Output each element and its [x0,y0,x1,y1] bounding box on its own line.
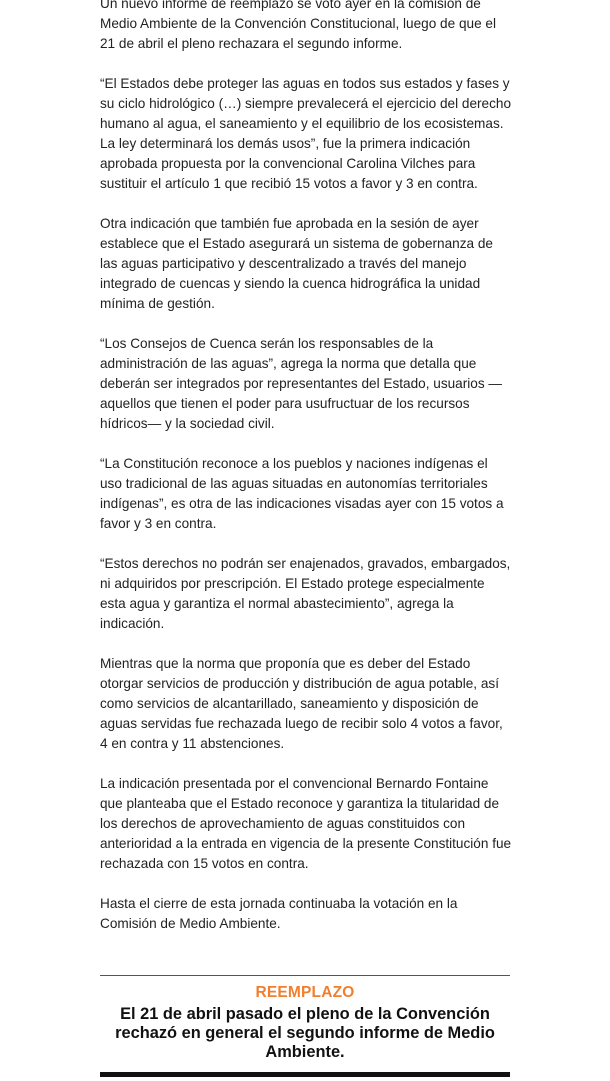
related-kicker: REEMPLAZO [255,984,355,1001]
article-paragraph: Hasta el cierre de esta jornada continuaba la votación en la Comisión de Medio Ambiente. [100,896,458,931]
article-paragraph: “La Constitución reconoce a los pueblos y naciones indígenas el uso tradicional de las aguas situadas en autonomías territoriales indígenas”, es otra de las indicaciones visadas ayer con 15 votos a favor y 3 en contra. [100,456,504,531]
article-paragraph: “El Estados debe proteger las aguas en todos sus estados y fases y su ciclo hidrológico (…) siempre prevalecerá el ejercicio del derecho humano al agua, el saneamiento y el equilibrio de los ecosistemas. La ley determinará los demás usos”, fue la primera indicación aprobada propuesta por la convencional Carolina Vilches para sustituir el artículo 1 que recibió 15 votos a favor y 3 en contra. [100,76,512,191]
article-paragraph: La indicación presentada por el convencional Bernardo Fontaine que planteaba que el Estado reconoce y garantiza la titularidad de los derechos de aprovechamiento de aguas constituidos con anterioridad a la entrada en vigencia de la presente Constitución fue rechazada con 15 votos en contra. [100,776,512,871]
related-article-link[interactable] [100,975,510,1062]
article-paragraph: Un nuevo informe de reemplazo se votó ayer en la comisión de Medio Ambiente de la Convención Constitucional, luego de que el 21 de abril el pleno rechazara el segundo informe. [100,0,496,51]
article-paragraph: Mientras que la norma que proponía que es deber del Estado otorgar servicios de producción y distribución de agua potable, así como servicios de alcantarillado, saneamiento y disposición de aguas servidas fue rechazada luego de recibir solo 4 votos a favor, 4 en contra y 11 abstenciones. [100,656,503,751]
article-paragraph: “Los Consejos de Cuenca serán los responsables de la administración de las aguas”, agrega la norma que detalla que deberán ser integrados por representantes del Estado, usuarios —aquellos que tienen el poder para usufructuar de los recursos hídricos— y la sociedad civil. [100,336,503,431]
related-bottom-rule [100,1072,510,1077]
article-paragraph: “Estos derechos no podrán ser enajenados, gravados, embargados, ni adquiridos por prescripción. El Estado protege especialmente esta agua y garantiza el normal abastecimiento”, agrega la indicación. [100,556,511,631]
article-body [100,0,512,954]
related-headline[interactable]: El 21 de abril pasado el pleno de la Convención rechazó en general el segundo informe de Medio Ambiente. [115,1005,495,1061]
article-paragraph: Otra indicación que también fue aprobada en la sesión de ayer establece que el Estado asegurará un sistema de gobernanza de las aguas participativo y descentralizado a través del manejo integrado de cuencas y siendo la cuenca hidrográfica la unidad mínima de gestión. [100,216,493,311]
